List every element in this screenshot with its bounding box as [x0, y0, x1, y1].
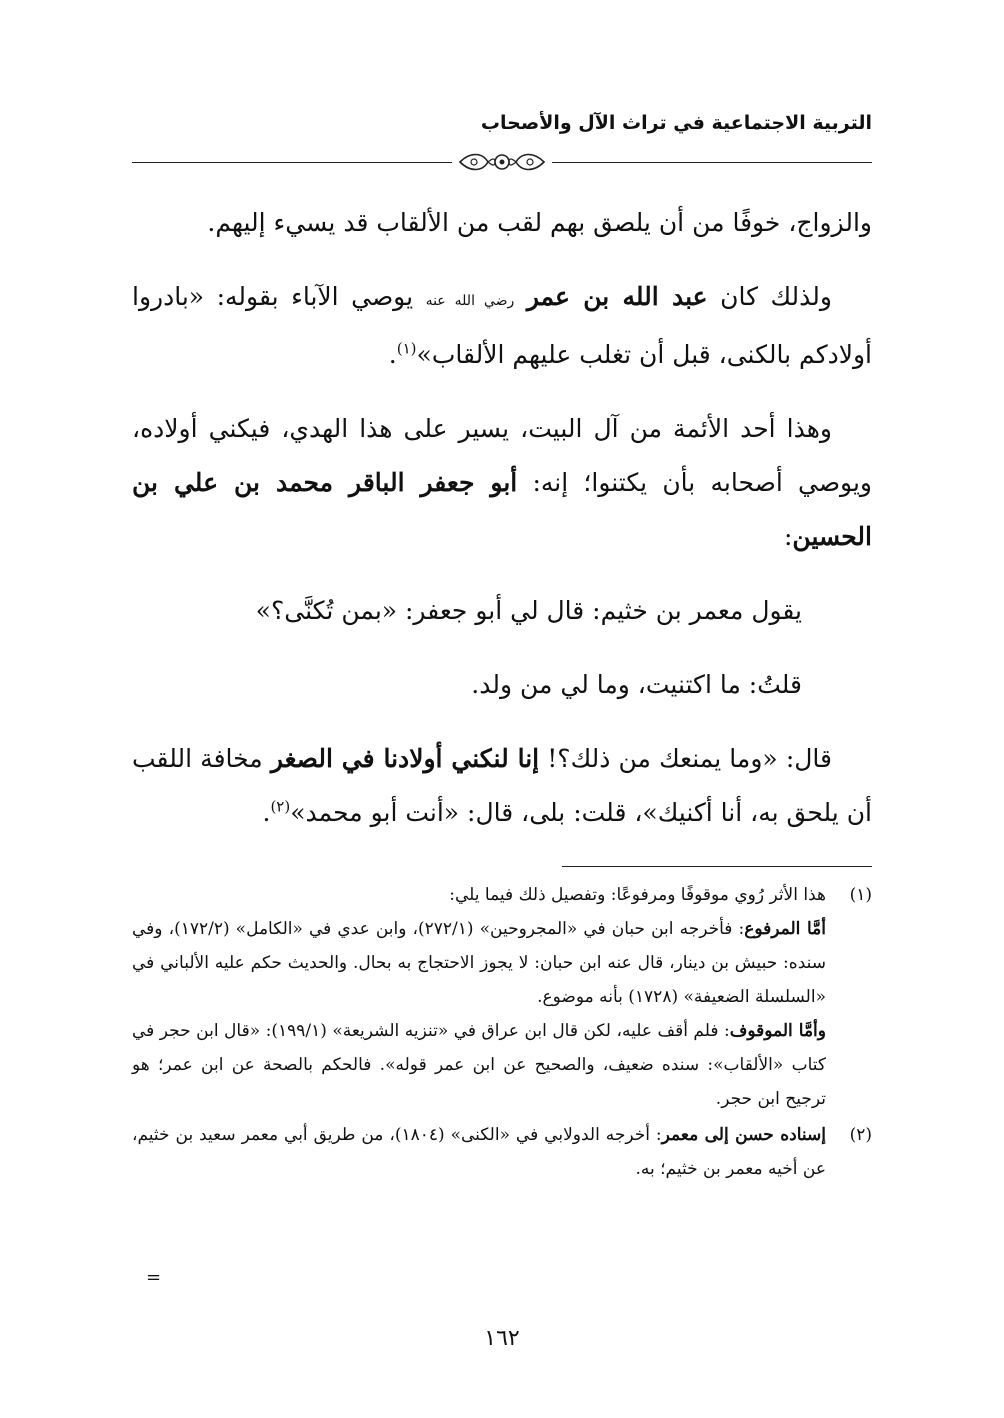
paragraph — [132, 196, 872, 250]
footnote-1 — [132, 878, 872, 1116]
footnote-body — [132, 1118, 826, 1186]
emphasis-text: إنا لنكني أولادنا في الصغر — [270, 744, 540, 773]
footnote-2 — [132, 1118, 872, 1186]
footnote-text — [132, 1014, 826, 1116]
footnote-number: (٢) — [849, 1125, 872, 1145]
continuation-mark: = — [146, 1267, 162, 1288]
paragraph-end: : — [783, 522, 793, 551]
footnote-label: وأمَّا الموقوف — [729, 1021, 826, 1041]
footnote-number: (١) — [849, 885, 872, 905]
person-name: عبد الله بن عمر — [526, 282, 708, 311]
paragraph — [132, 270, 872, 382]
footnote-text: : فأخرجه ابن حبان في «المجروحين» (٢٧٢/١)، وابن عدي في «الكامل» (١٧٢/٢)، وفي سنده: حبيش بن دينار، قال عنه ابن حبان: لا يجوز الاحتجاج به بحال. والحديث حكم عليه الألباني في «السلسلة الضعيفة» (١٧٢٨) بأنه موضوع. — [132, 919, 826, 1007]
footnote-ref: (٢) — [270, 797, 291, 816]
footnote-rule — [562, 866, 872, 867]
footnote-ref: (١) — [396, 339, 417, 358]
person-name: أبو جعفر الباقر محمد بن علي بن الحسين — [132, 468, 872, 551]
paragraph-end: . — [262, 798, 271, 827]
footnote-text: : أخرجه الدولابي في «الكنى» (١٨٠٤)، من طريق أبي معمر سعيد بن خثيم، عن أخيه معمر بن خثيم؛ به. — [132, 1125, 826, 1179]
paragraph — [132, 732, 872, 840]
page-number: ١٦٢ — [484, 1326, 520, 1351]
paragraph-text: مخافة اللقب أن يلحق به، أنا أكنيك»، قلت: بلى، قال: «أنت أبو محمد» — [132, 744, 872, 827]
footnotes — [132, 878, 872, 1188]
paragraph-text: يوصي الآباء بقوله: «بادروا أولادكم بالكنى، قبل أن تغلب عليهم الألقاب» — [132, 282, 872, 369]
footnote-body — [132, 878, 826, 1116]
paragraph-text: قال: «وما يمنعك من ذلك؟! — [539, 744, 832, 773]
footnote-label: إسناده حسن إلى معمر — [661, 1125, 826, 1145]
paragraph-text: ولذلك كان — [707, 282, 832, 311]
footnote-label: أمَّا المرفوع — [744, 919, 826, 939]
paragraph-text: قلتُ: ما اكتنيت، وما لي من ولد. — [471, 670, 802, 699]
paragraph-text: والزواج، خوفًا من أن يلصق بهم لقب من الألقاب قد يسيء إليهم. — [207, 208, 872, 237]
footnote-text — [132, 1118, 826, 1186]
footnote-text: : فلم أقف عليه، لكن قال ابن عراق في «تنزيه الشريعة» (١٩٩/١): «قال ابن حجر في كتاب «الألقاب»: سنده ضعيف، والصحيح عن ابن عمر قوله». فالحكم بالصحة عن ابن عمر؛ هو ترجيح ابن حجر. — [132, 1021, 826, 1109]
paragraph-end: . — [388, 340, 397, 369]
paragraph-text: وهذا أحد الأئمة من آل البيت، يسير على هذا الهدي، فيكني أولاده، ويوصي أصحابه بأن يكتنوا؛ إنه: — [132, 414, 873, 497]
footnote-text: هذا الأثر رُوي موقوفًا ومرفوعًا: وتفصيل ذلك فيما يلي: — [449, 885, 826, 905]
ornament-icon — [452, 148, 552, 176]
paragraph — [132, 658, 802, 712]
main-text — [132, 196, 872, 860]
running-title: التربية الاجتماعية في تراث الآل والأصحاب — [480, 112, 872, 134]
paragraph — [132, 584, 802, 638]
paragraph-text: يقول معمر بن خثيم: قال لي أبو جعفر: «بمن تُكنَّى؟» — [255, 596, 802, 625]
honorific-mark: رضي الله عنه — [425, 293, 515, 309]
paragraph — [132, 402, 872, 564]
footnote-text — [132, 912, 826, 1014]
